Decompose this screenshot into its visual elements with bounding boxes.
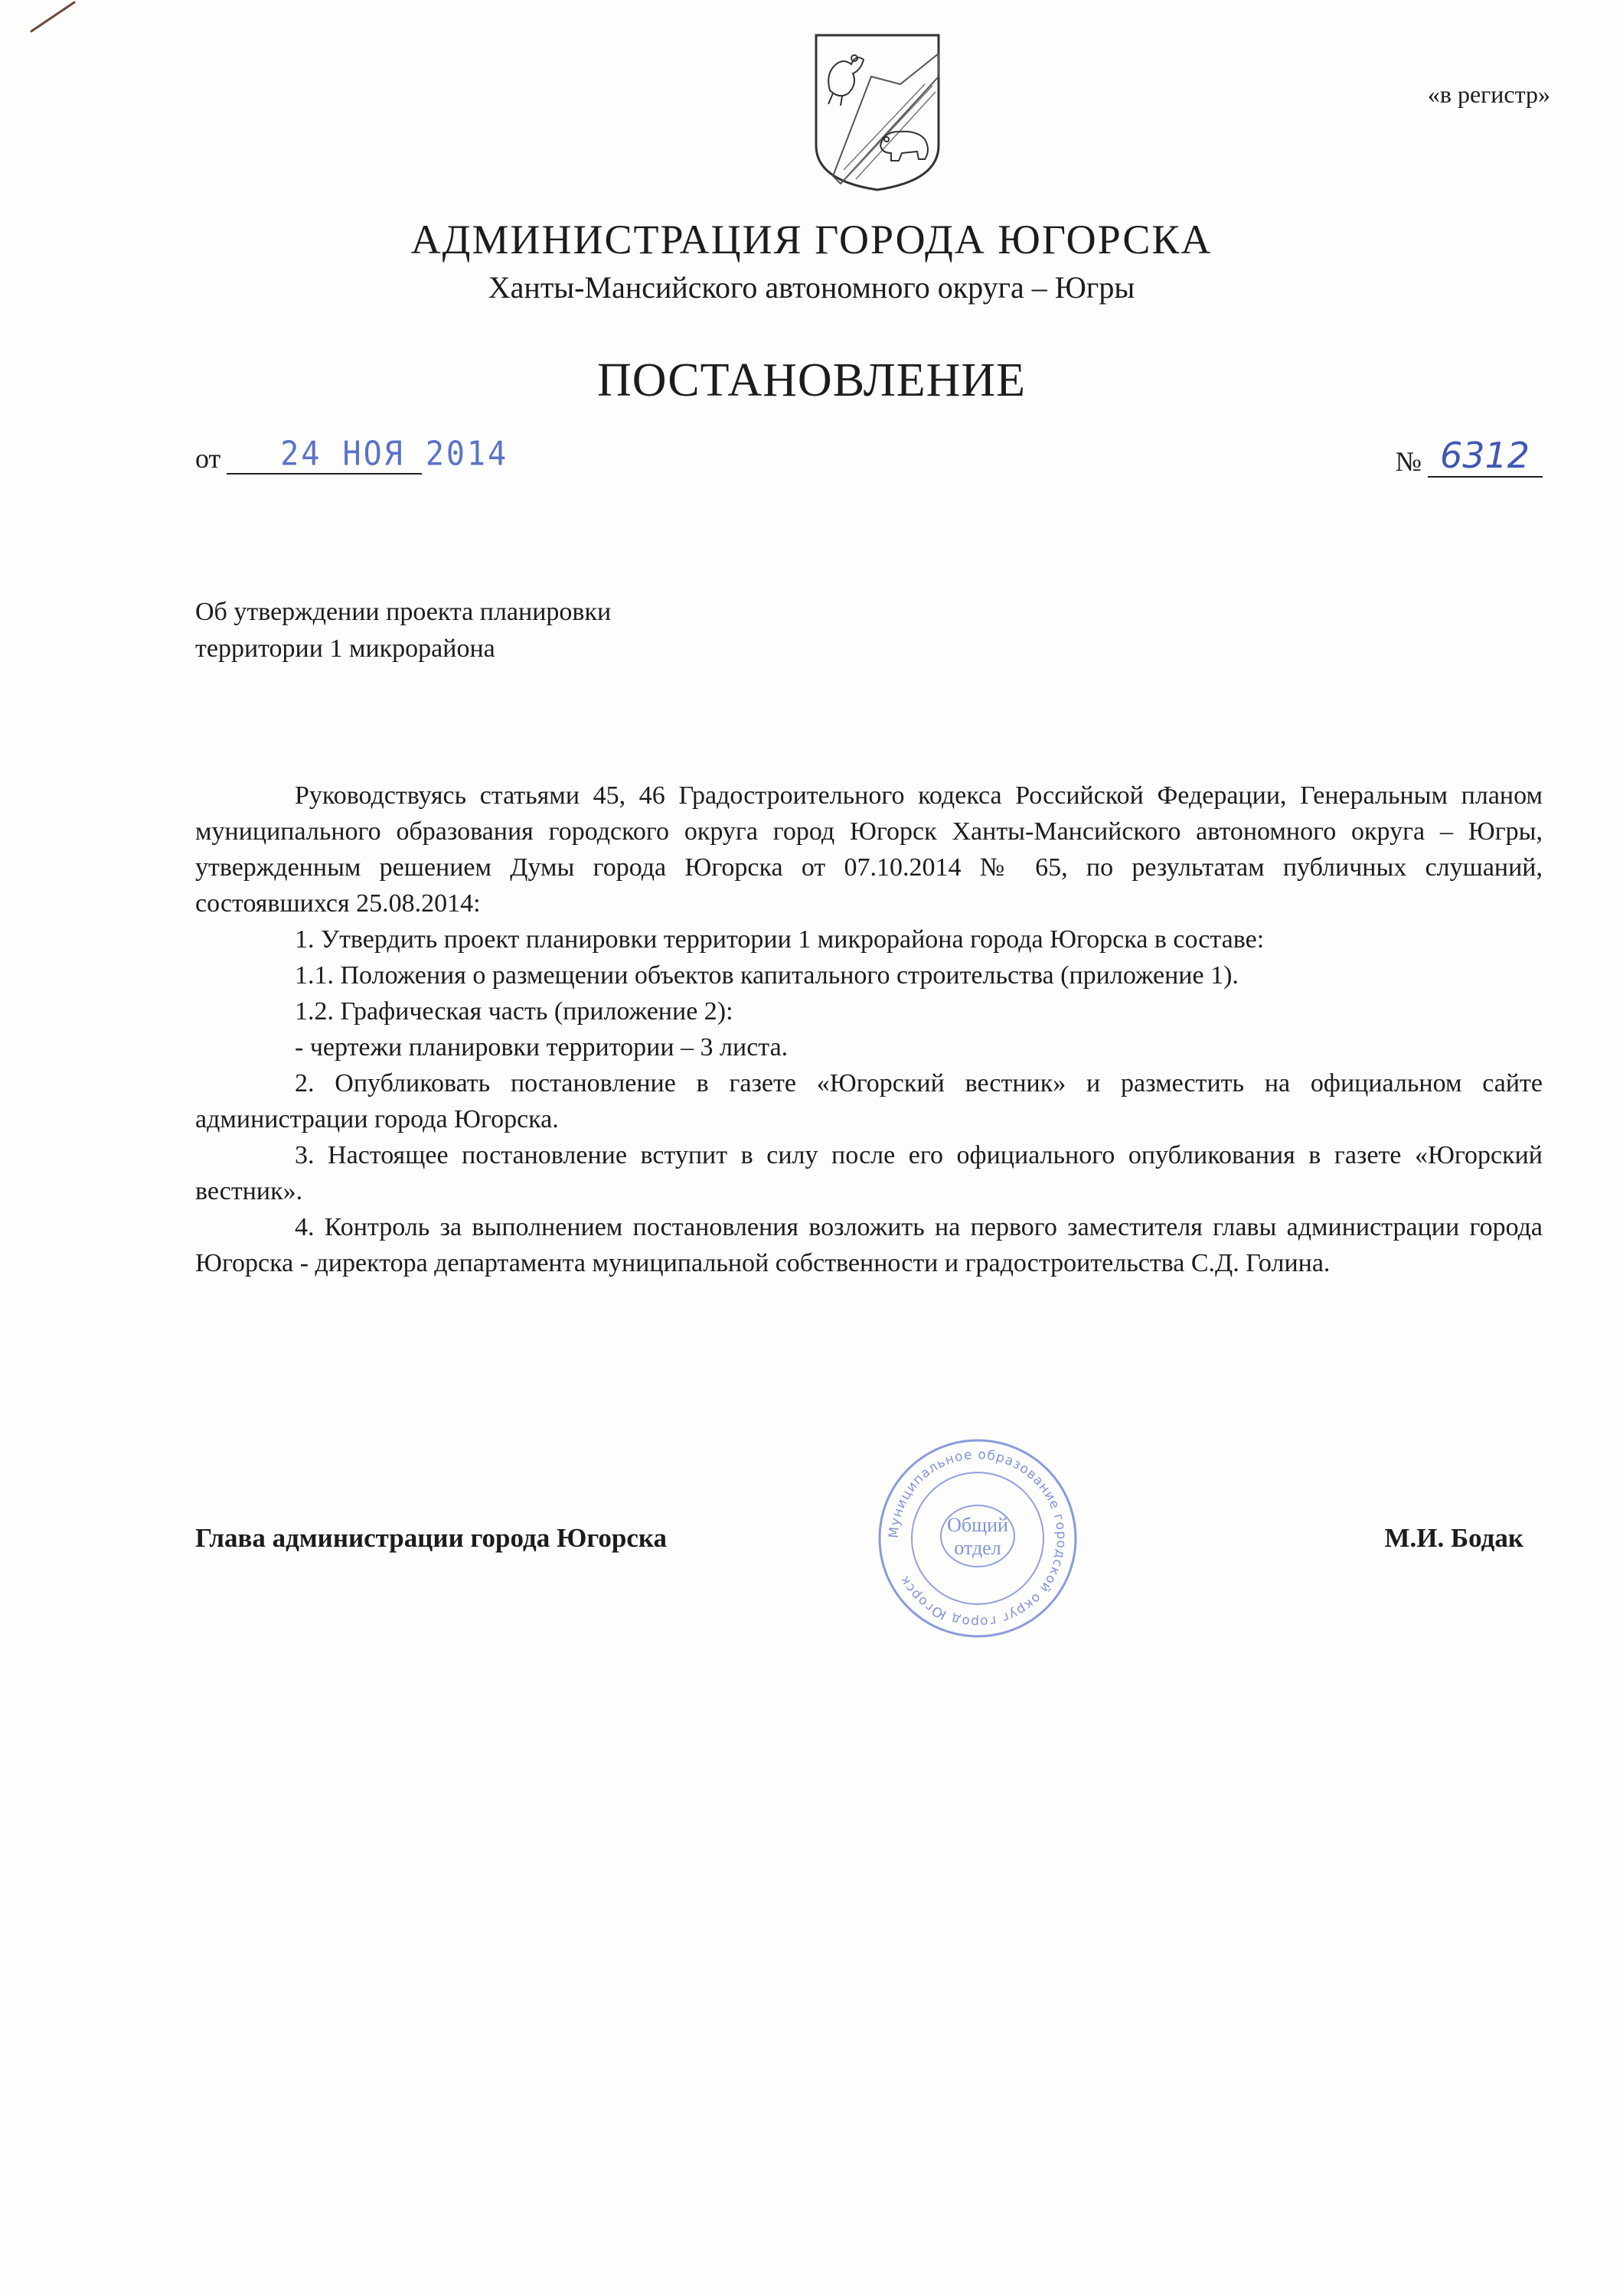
subject-line-2: территории 1 микрорайона	[195, 634, 495, 663]
seal-ring-text: Муниципальное образование городской округ город Югорск	[886, 1446, 1069, 1630]
paragraph-item-1-2-list: - чертежи планировки территории – 3 листа.	[295, 1033, 789, 1062]
seal-center-line-1: Общий	[947, 1514, 1008, 1536]
date-prefix: от	[195, 443, 221, 474]
signatory-position: Глава администрации города Югорска	[195, 1523, 668, 1553]
paragraph-preamble: Руководствуясь статьями 45, 46 Градостроительного кодекса Российской Федерации, Генеральным планом муниципального образования городского округа город Югорск Ханты-Мансийского автономного округа – Югры, утвержденным решением Думы города Югорска от 07.10.2014 № 65, по результатам публичных слушаний, состоявшихся 25.08.2014:	[195, 781, 1543, 918]
signatory-name: М.И. Бодак	[1384, 1523, 1523, 1553]
paragraph-item-1-1: 1.1. Положения о размещении объектов капитального строительства (приложение 1).	[295, 961, 1239, 990]
number-prefix: №	[1395, 446, 1422, 477]
register-note: «в регистр»	[1427, 80, 1550, 108]
date-stamp: 24 НОЯ 2014	[280, 434, 509, 474]
paragraph-item-3: 3. Настоящее постановление вступит в силу после его официального опубликования в газете «Югорский вестник».	[195, 1141, 1543, 1205]
official-seal-stamp	[874, 1435, 1081, 1642]
handwritten-number: 6312	[1440, 435, 1530, 476]
subject-line-1: Об утверждении проекта планировки	[195, 598, 612, 626]
date-field	[195, 434, 509, 475]
document-subject	[195, 594, 611, 667]
seal-center-line-2: отдел	[954, 1537, 1001, 1559]
number-underline	[1428, 435, 1543, 478]
paragraph-item-1-2: 1.2. Графическая часть (приложение 2):	[295, 997, 733, 1026]
paragraph-item-1: 1. Утвердить проект планировки территории 1 микрорайона города Югорска в составе:	[295, 925, 1265, 954]
scan-artifact-line	[30, 1, 76, 33]
city-coat-of-arms-icon	[810, 31, 945, 193]
paragraph-item-2: 2. Опубликовать постановление в газете «Югорский вестник» и разместить на официальном сайте администрации города Югорска.	[195, 1069, 1543, 1133]
date-underline	[227, 434, 509, 475]
document-body	[195, 778, 1543, 1281]
document-number-field	[1395, 435, 1543, 478]
organization-title: АДМИНИСТРАЦИЯ ГОРОДА ЮГОРСКА	[410, 217, 1213, 263]
paragraph-item-4: 4. Контроль за выполнением постановления возложить на первого заместителя главы администрации города Югорска - директора департамента муниципальной собственности и градостроительства С.Д. Голина.	[195, 1213, 1543, 1277]
document-type-heading: ПОСТАНОВЛЕНИЕ	[596, 354, 1027, 406]
organization-subtitle: Ханты-Мансийского автономного округа – Югры	[488, 270, 1135, 305]
